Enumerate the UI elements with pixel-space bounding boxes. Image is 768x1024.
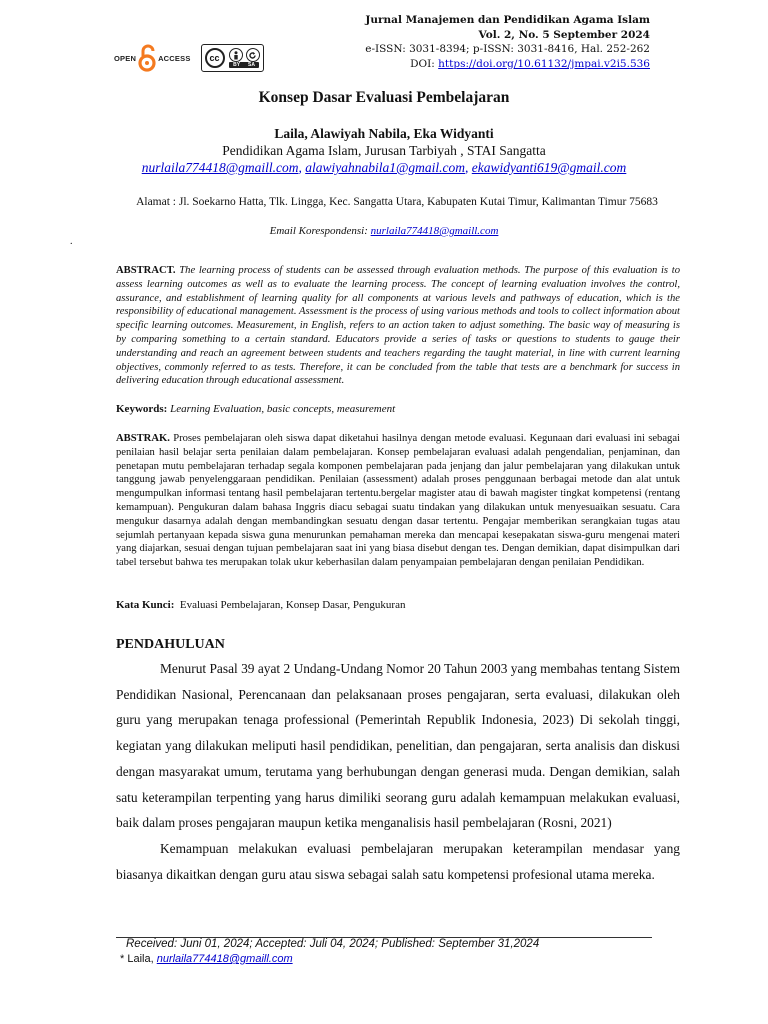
- footnote-email[interactable]: nurlaila774418@gmaill.com: [156, 953, 293, 965]
- author-emails: nurlaila774418@gmaill.com, alawiyahnabila1@gmail.com, ekawidyanti619@gmail.com: [141, 160, 627, 175]
- journal-issn: e-ISSN: 3031-8394; p-ISSN: 3031-8416, Hal. 252-262: [365, 43, 650, 55]
- stray-dot: .: [70, 236, 73, 247]
- correspondence-email: Email Korespondensi: nurlaila774418@gmaill.com: [269, 225, 499, 237]
- section-body: [116, 656, 680, 887]
- open-access-lock-icon: [138, 43, 156, 73]
- open-access-logo: OPEN ACCESS: [114, 43, 191, 73]
- license-logos: [114, 40, 264, 76]
- keywords-indonesian: Kata Kunci: Evaluasi Pembelajaran, Konsep Dasar, Pengukuran: [116, 599, 406, 611]
- keywords-english: Keywords: Learning Evaluation, basic concepts, measurement: [116, 403, 396, 415]
- article-affiliation: Pendidikan Agama Islam, Jurusan Tarbiyah , STAI Sangatta: [222, 143, 546, 158]
- author-email-2[interactable]: alawiyahnabila1@gmail.com: [305, 160, 466, 175]
- section-heading: PENDAHULUAN: [116, 637, 225, 652]
- attribution-person-icon: [229, 48, 243, 62]
- creative-commons-badge: [201, 44, 264, 72]
- abstract-text: The learning process of students can be assessed through evaluation methods. The purpose of this evaluation is to assess learning outcomes as well as to evaluate the learning process. The concept of learning evaluation involves the control, assurance, and establishment of learning quality for all components at various levels and pathways of education, which is the responsibility of educational management. Assessment is the process of using various methods and tools to collect information about specific learning outcomes. Measurement, in English, refers to an action taken to adjust something. The basic way of measuring is by comparing something to a certain standard. Educators provide a series of tasks or questions to students to gauge their understanding and reach an agreement between students and teachers regarding the taught material, in line with current learning objectives, commonly referred to as tests. Therefore, it can be concluded from the table that tests are a benchmark for success in delivering education through educational assessment.: [116, 265, 680, 387]
- cc-icon: cc: [205, 48, 225, 68]
- share-alike-icon: [246, 48, 260, 62]
- abstract-label: ABSTRACT.: [116, 265, 176, 276]
- cc-sa-label: SA: [248, 62, 255, 68]
- abstract-english: [116, 264, 680, 388]
- received-dates: Received: Juni 01, 2024; Accepted: Juli 04, 2024; Published: September 31,2024: [126, 938, 540, 950]
- article-title: Konsep Dasar Evaluasi Pembelajaran: [258, 89, 510, 106]
- correspondence-email-link[interactable]: nurlaila774418@gmaill.com: [370, 225, 499, 237]
- footnote-author: * Laila, nurlaila774418@gmaill.com: [120, 953, 293, 965]
- journal-volume: Vol. 2, No. 5 September 2024: [478, 28, 650, 41]
- journal-info: [365, 13, 650, 71]
- author-email-3[interactable]: ekawidyanti619@gmail.com: [471, 160, 627, 175]
- abstract-indonesian: [116, 432, 680, 570]
- author-address: Alamat : Jl. Soekarno Hatta, Tlk. Lingga, Kec. Sangatta Utara, Kabupaten Kutai Timur, Kalimantan Timur 75683: [136, 196, 658, 208]
- author-email-1[interactable]: nurlaila774418@gmaill.com: [141, 160, 299, 175]
- journal-doi: DOI: https://doi.org/10.61132/jmpai.v2i5.536: [410, 57, 650, 70]
- abstrak-label: ABSTRAK.: [116, 433, 170, 444]
- abstrak-text: Proses pembelajaran oleh siswa dapat diketahui hasilnya dengan metode evaluasi. Kegunaan dari evaluasi ini sebagai penilaian hasil belajar serta penilaian dalam pembelajaran. Konsep pembelajaran evaluasi adalah pengendalian, penjaminan, dan penetapan mutu pembelajaran terhadap segala komponen pembelajaran pada jenjang dan jalur pembelajaran yang dilakukan untuk tanggung jawab penyelenggaraan pendidikan. Penilaian (assessment) adalah proses penggunaan berbagai metode dan alat untuk mengumpulkan informasi tentang hasil pembelajaran tertentu.bergelar magister atau di bawah magister tingkat kompetensi (rentang kemampuan). Pengukuran dalam bahasa Inggris diacu sebagai suatu tindakan yang dilakukan untuk menyesuaikan sesuatu. Cara mengukur dasarnya adalah dengan membandingkan sesuatu dengan dasar tertentu. Pengajar memberikan serangkaian tugas atau sejumlah pertanyaan kepada siswa guna menurunkan pemahaman mereka dan mencapai kesepakatan siswa-guru mengenai materi yang diajarkan, sesuai dengan tujuan pembelajaran saat ini yang biasa disebut dengan tes. Dengan demikian, dapat disimpulkan dari tabel tersebut bahwa tes merupakan tolak ukur keberhasilan dalam penyampaian pembelajaran dengan penilaian Pendidikan.: [116, 433, 680, 569]
- paragraph: Menurut Pasal 39 ayat 2 Undang-Undang Nomor 20 Tahun 2003 yang membahas tentang Sistem Pendidikan Nasional, Perencanaan dan pelaksanaan proses pengajaran, serta evaluasi, dilakukan oleh guru yang merupakan tenaga professional (Pemerintah Republik Indonesia, 2023) Di sekolah tinggi, kegiatan yang dilakukan meliputi hasil pendidikan, penelitian, dan pengajaran, serta analisis dan diskusi dengan masyarakat umum, terutama yang berhubungan dengan generasi muda. Dengan demikian, salah satu keterampilan terpenting yang harus dimiliki seorang guru adalah kemampuan melakukan evaluasi, baik dalam proses pengajaran maupun ketika menganalisis hasil pembelajaran (Rosni, 2021): [116, 661, 680, 831]
- doi-link[interactable]: https://doi.org/10.61132/jmpai.v2i5.536: [438, 57, 650, 70]
- journal-name: Jurnal Manajemen dan Pendidikan Agama Islam: [365, 14, 650, 26]
- cc-by-label: BY: [233, 62, 241, 68]
- paragraph: Kemampuan melakukan evaluasi pembelajaran merupakan keterampilan mendasar yang biasanya dikaitkan dengan guru atau siswa sebagai salah satu kompetensi profesional utama mereka.: [116, 840, 680, 882]
- article-authors: Laila, Alawiyah Nabila, Eka Widyanti: [274, 126, 494, 141]
